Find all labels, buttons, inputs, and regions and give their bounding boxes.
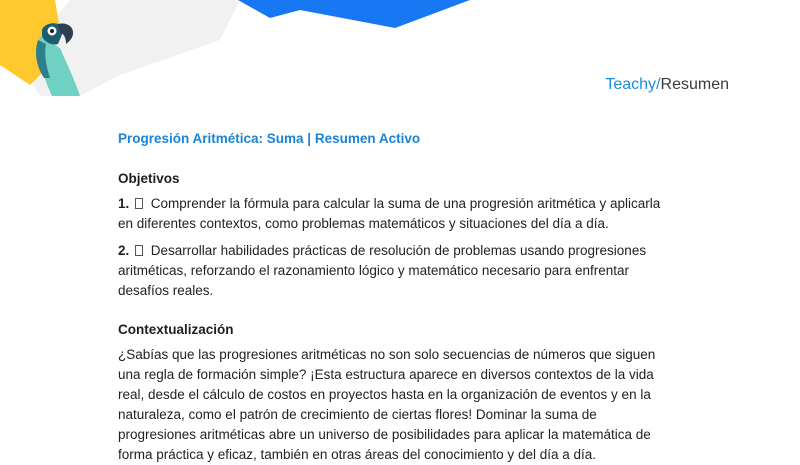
placeholder-glyph-icon: [135, 245, 143, 256]
header-decoration: [0, 0, 800, 120]
objectives-heading: Objetivos: [118, 171, 180, 186]
context-heading: Contextualización: [118, 322, 234, 337]
placeholder-glyph-icon: [135, 198, 143, 209]
brand-name[interactable]: Teachy: [605, 76, 657, 93]
objective-text: Comprender la fórmula para calcular la suma de una progresión aritmética y aplicarla en diferentes contextos, como problemas matemáticos y situaciones del día a día.: [118, 196, 661, 231]
breadcrumb-separator: /: [656, 76, 661, 93]
breadcrumb-section[interactable]: Resumen: [660, 76, 729, 93]
objective-number: 2.: [118, 243, 130, 258]
objective-number: 1.: [118, 196, 130, 211]
brand-breadcrumb[interactable]: [605, 76, 729, 94]
objective-item: [118, 241, 674, 301]
document-title: Progresión Aritmética: Suma | Resumen Activo: [118, 131, 421, 146]
objective-item: [118, 194, 674, 234]
blue-shape: [238, 0, 470, 28]
context-paragraph: ¿Sabías que las progresiones aritméticas no son solo secuencias de números que siguen una regla de formación simple? ¡Esta estructura aparece en diversos contextos de la vida real, desde el cálculo de costos en proyectos hasta en la organización de eventos y en la naturaleza, como el patrón de crecimiento de ciertas flores! Dominar la suma de progresiones aritméticas abre un universo de posibilidades para aplicar la matemática de forma práctica y eficaz, también en otras áreas del conocimiento y del día a día.: [118, 347, 656, 462]
document-body: [118, 129, 674, 465]
objective-text: Desarrollar habilidades prácticas de resolución de problemas usando progresiones aritméticas, reforzando el razonamiento lógico y matemático necesario para enfrentar desafíos reales.: [118, 243, 647, 298]
